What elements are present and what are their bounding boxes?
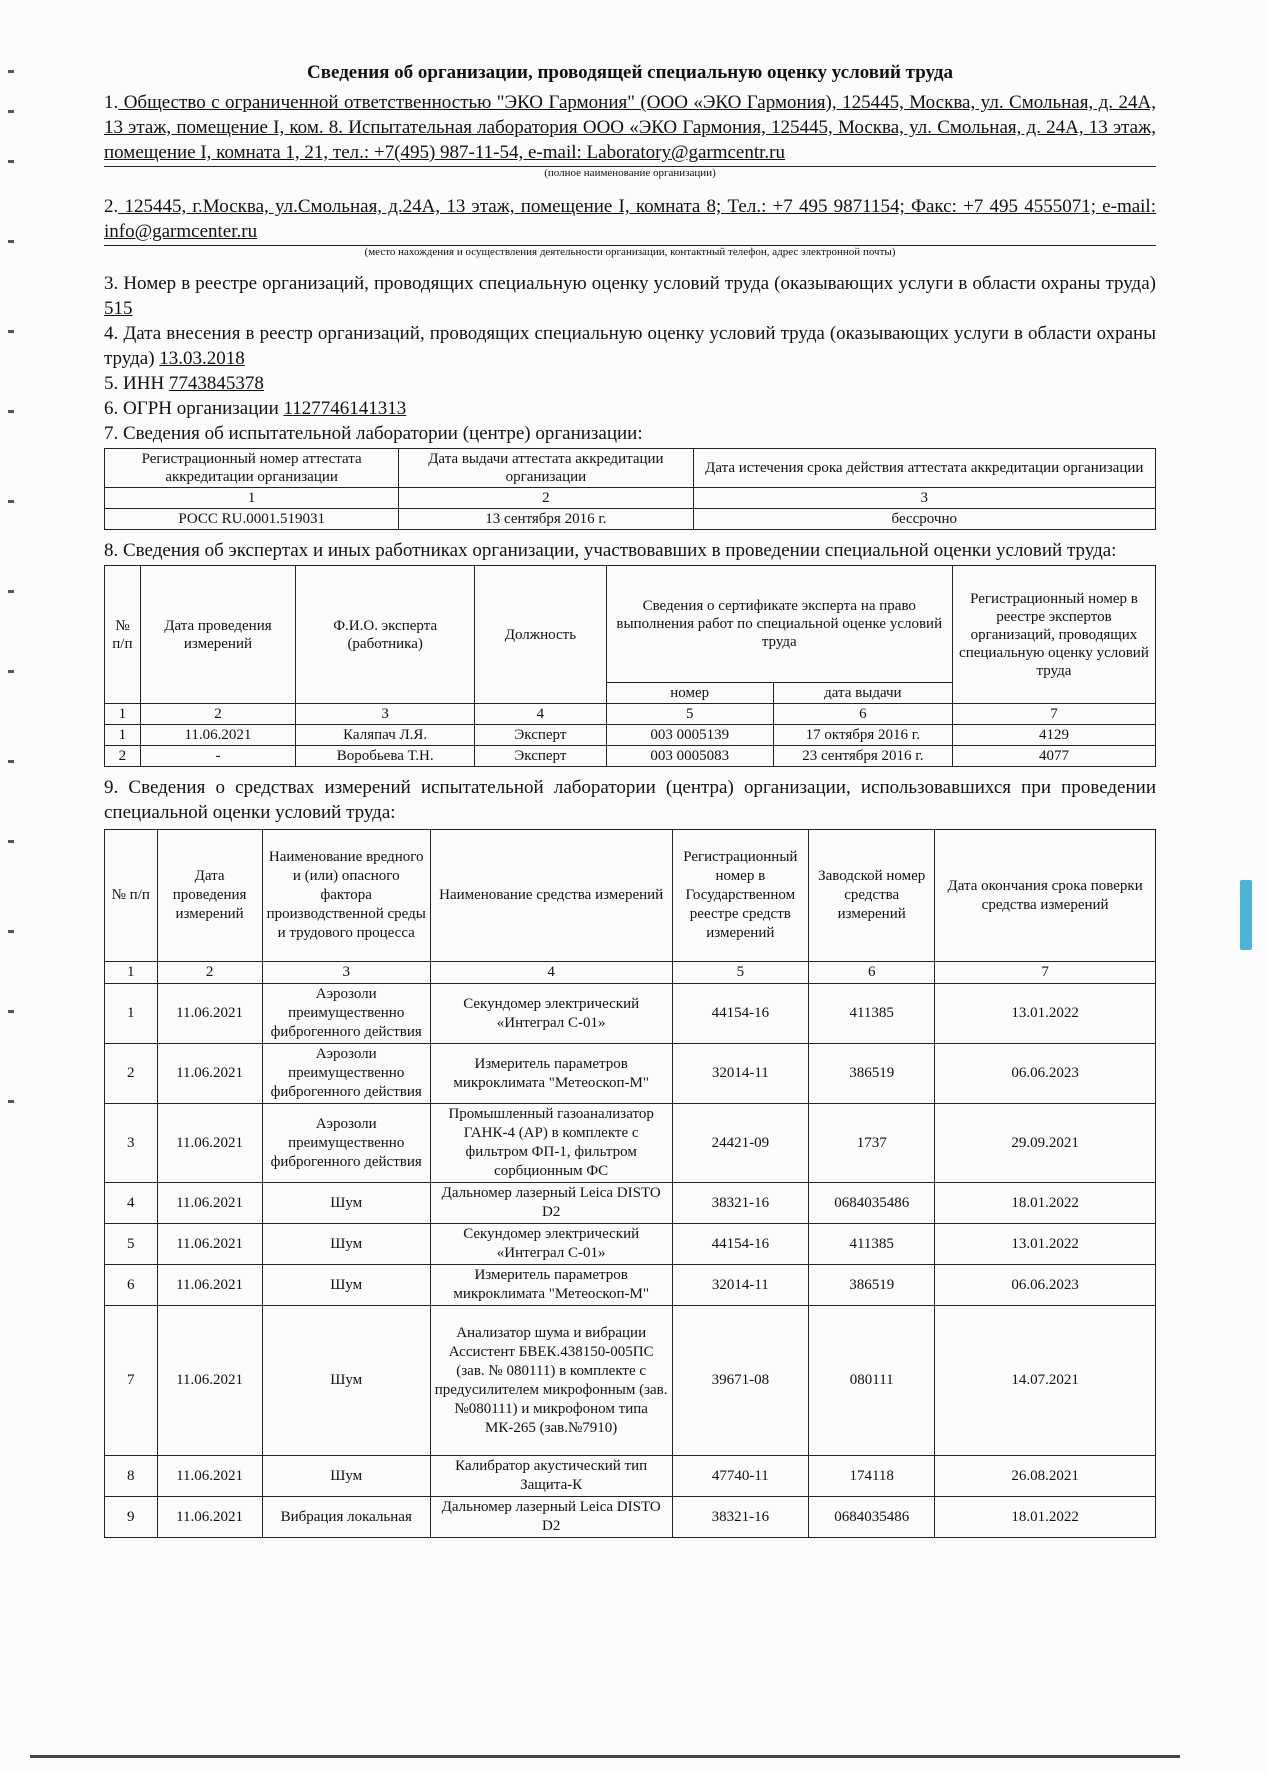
table-cell: 39671-08 bbox=[672, 1306, 809, 1456]
table-cell: 411385 bbox=[809, 1224, 935, 1265]
table-cell: 2 bbox=[157, 962, 262, 984]
item-2: 2. 125445, г.Москва, ул.Смольная, д.24А, 13 этаж, помещение I, комната 8; Тел.: +7 495 9871154; Факс: +7 495 4555071; e-mail: info@garmcenter.ru bbox=[104, 196, 1156, 242]
table-cell: 1 bbox=[105, 725, 141, 746]
item-1: 1. Общество с ограниченной ответственностью "ЭКО Гармония" (ООО «ЭКО Гармония), 125445, Москва, ул. Смольная, д. 24А, 13 этаж, помещение I, ком. 8. Испытательная лаборатория ООО «ЭКО Гармония, 125445, Москва, ул. Смольная, д. 24А, 13 этаж, помещение I, комната 1, 21, тел.: +7(495) 987-11-54, e-mail: Laboratory@garmcentr.ru bbox=[104, 92, 1156, 163]
table-cell: 4 bbox=[475, 704, 606, 725]
table-cell: 8 bbox=[105, 1456, 158, 1497]
table-header: дата выдачи bbox=[773, 683, 952, 704]
table-cell: 4 bbox=[430, 962, 672, 984]
table-cell: 2 bbox=[140, 704, 295, 725]
table-cell: - bbox=[140, 746, 295, 767]
table-cell: 13.01.2022 bbox=[935, 984, 1156, 1044]
table-cell: 6 bbox=[105, 1265, 158, 1306]
table-row bbox=[105, 1306, 1156, 1456]
table-cell: 24421-09 bbox=[672, 1104, 809, 1183]
table-cell: Дальномер лазерный Leica DISTO D2 bbox=[430, 1183, 672, 1224]
table-cell: 32014-11 bbox=[672, 1265, 809, 1306]
table-row bbox=[105, 1265, 1156, 1306]
table-cell: 23 сентября 2016 г. bbox=[773, 746, 952, 767]
table-cell: 4077 bbox=[952, 746, 1155, 767]
table-cell: Дальномер лазерный Leica DISTO D2 bbox=[430, 1497, 672, 1538]
table-header: № п/п bbox=[105, 830, 158, 962]
table-cell: 1737 bbox=[809, 1104, 935, 1183]
table-cell: 6 bbox=[773, 704, 952, 725]
inn-value: 7743845378 bbox=[168, 373, 264, 394]
table-cell: Шум bbox=[262, 1456, 430, 1497]
table-header: Наименование вредного и (или) опасного фактора производственной среды и трудового процесса bbox=[262, 830, 430, 962]
table-cell: Вибрация локальная bbox=[262, 1497, 430, 1538]
table-cell: Измеритель параметров микроклимата "Метеоскоп-М" bbox=[430, 1265, 672, 1306]
table-cell: 4129 bbox=[952, 725, 1155, 746]
table-cell: Шум bbox=[262, 1224, 430, 1265]
table-cell: 38321-16 bbox=[672, 1183, 809, 1224]
table-header: Регистрационный номер в реестре экспертов организаций, проводящих специальную оценку условий труда bbox=[952, 566, 1155, 704]
table-cell: 47740-11 bbox=[672, 1456, 809, 1497]
table-cell: Каляпач Л.Я. bbox=[296, 725, 475, 746]
table-cell: 1 bbox=[105, 962, 158, 984]
item-2-caption: (место нахождения и осуществления деятельности организации, контактный телефон, адрес электронной почты) bbox=[104, 245, 1156, 259]
scan-margin-marks bbox=[0, 0, 30, 1773]
table-cell: 003 0005139 bbox=[606, 725, 773, 746]
table-cell: Промышленный газоанализатор ГАНК-4 (АР) в комплекте с фильтром ФП-1, фильтром сорбционным ФС bbox=[430, 1104, 672, 1183]
document-title: Сведения об организации, проводящей специальную оценку условий труда bbox=[307, 62, 953, 83]
ogrn-value: 1127746141313 bbox=[283, 398, 407, 419]
table-header: Дата истечения срока действия аттестата аккредитации организации bbox=[693, 449, 1155, 488]
table-cell: 3 bbox=[296, 704, 475, 725]
table-cell: бессрочно bbox=[693, 509, 1155, 530]
table-cell: 11.06.2021 bbox=[140, 725, 295, 746]
table-cell: Измеритель параметров микроклимата "Метеоскоп-М" bbox=[430, 1044, 672, 1104]
table-cell: Анализатор шума и вибрации Ассистент БВЕК.438150-005ПС (зав. № 080111) в комплекте с предусилителем микрофонным (зав. №080111) и микрофоном типа МК-265 (зав.№7910) bbox=[430, 1306, 672, 1456]
table-header: номер bbox=[606, 683, 773, 704]
table-cell: 11.06.2021 bbox=[157, 1044, 262, 1104]
table-cell: 3 bbox=[262, 962, 430, 984]
table-cell: 11.06.2021 bbox=[157, 1306, 262, 1456]
table-cell: 2 bbox=[105, 746, 141, 767]
table-header: Дата выдачи аттестата аккредитации организации bbox=[399, 449, 693, 488]
table-header: Заводской номер средства измерений bbox=[809, 830, 935, 962]
table-header: Регистрационный номер в Государственном реестре средств измерений bbox=[672, 830, 809, 962]
table-row bbox=[105, 984, 1156, 1044]
table-cell: Аэрозоли преимущественно фиброгенного действия bbox=[262, 1104, 430, 1183]
instruments-table bbox=[104, 829, 1156, 1538]
table-cell: Шум bbox=[262, 1306, 430, 1456]
table-cell: 174118 bbox=[809, 1456, 935, 1497]
table-cell: 17 октября 2016 г. bbox=[773, 725, 952, 746]
organization-address: 125445, г.Москва, ул.Смольная, д.24А, 13 этаж, помещение I, комната 8; Тел.: +7 495 9871154; Факс: +7 495 4555071; e-mail: info@garmcenter.ru bbox=[104, 196, 1156, 242]
table-cell: Калибратор акустический тип Защита-К bbox=[430, 1456, 672, 1497]
table-cell: 411385 bbox=[809, 984, 935, 1044]
table-cell: 06.06.2023 bbox=[935, 1044, 1156, 1104]
table-cell: 7 bbox=[935, 962, 1156, 984]
table-cell: 32014-11 bbox=[672, 1044, 809, 1104]
table-cell: 0684035486 bbox=[809, 1497, 935, 1538]
table-cell: 13 сентября 2016 г. bbox=[399, 509, 693, 530]
organization-full-name: Общество с ограниченной ответственностью "ЭКО Гармония" (ООО «ЭКО Гармония), 125445, Москва, ул. Смольная, д. 24А, 13 этаж, помещение I, ком. 8. Испытательная лаборатория ООО «ЭКО Гармония, 125445, Москва, ул. Смольная, д. 24А, 13 этаж, помещение I, комната 1, 21, тел.: +7(495) 987-11-54, e-mail: Laboratory@garmcentr.ru bbox=[104, 92, 1156, 163]
table-header: Наименование средства измерений bbox=[430, 830, 672, 962]
table-cell: 2 bbox=[399, 488, 693, 509]
table-cell: 11.06.2021 bbox=[157, 984, 262, 1044]
table-cell: 11.06.2021 bbox=[157, 1497, 262, 1538]
table-row bbox=[105, 725, 1156, 746]
table-cell: 06.06.2023 bbox=[935, 1265, 1156, 1306]
table-cell: 44154-16 bbox=[672, 984, 809, 1044]
table-row bbox=[105, 1104, 1156, 1183]
table-header: Сведения о сертификате эксперта на право выполнения работ по специальной оценке условий труда bbox=[606, 566, 952, 683]
scan-bottom-edge bbox=[30, 1755, 1180, 1758]
table-cell: Эксперт bbox=[475, 746, 606, 767]
lab-accreditation-table bbox=[104, 448, 1156, 530]
table-header: Должность bbox=[475, 566, 606, 704]
document-page bbox=[104, 62, 1156, 1538]
table-header: Ф.И.О. эксперта (работника) bbox=[296, 566, 475, 704]
item-8-heading: 8. Сведения об экспертах и иных работниках организации, участвовавших в проведении специальной оценки условий труда: bbox=[104, 540, 1117, 561]
experts-table bbox=[104, 565, 1156, 767]
table-cell: 7 bbox=[105, 1306, 158, 1456]
table-cell: Аэрозоли преимущественно фиброгенного действия bbox=[262, 984, 430, 1044]
table-cell: Эксперт bbox=[475, 725, 606, 746]
item-5: 5. ИНН 7743845378 bbox=[104, 373, 264, 394]
table-row bbox=[105, 746, 1156, 767]
table-cell: 386519 bbox=[809, 1044, 935, 1104]
table-cell: Шум bbox=[262, 1183, 430, 1224]
table-cell: 29.09.2021 bbox=[935, 1104, 1156, 1183]
table-row bbox=[105, 1183, 1156, 1224]
table-cell: 11.06.2021 bbox=[157, 1456, 262, 1497]
table-cell: 38321-16 bbox=[672, 1497, 809, 1538]
table-cell: 5 bbox=[105, 1224, 158, 1265]
registry-date: 13.03.2018 bbox=[159, 348, 245, 369]
table-header: Дата проведения измерений bbox=[140, 566, 295, 704]
table-cell: 13.01.2022 bbox=[935, 1224, 1156, 1265]
table-row bbox=[105, 1224, 1156, 1265]
item-3: 3. Номер в реестре организаций, проводящих специальную оценку условий труда (оказывающих услуги в области охраны труда) 515 bbox=[104, 273, 1156, 319]
table-header: № п/п bbox=[105, 566, 141, 704]
table-cell: 3 bbox=[105, 1104, 158, 1183]
table-cell: 11.06.2021 bbox=[157, 1224, 262, 1265]
table-row bbox=[105, 1044, 1156, 1104]
table-cell: Секундомер электрический «Интеграл С-01» bbox=[430, 984, 672, 1044]
item-1-caption: (полное наименование организации) bbox=[104, 166, 1156, 180]
table-cell: 11.06.2021 bbox=[157, 1183, 262, 1224]
table-cell: 26.08.2021 bbox=[935, 1456, 1156, 1497]
table-cell: 11.06.2021 bbox=[157, 1104, 262, 1183]
registry-number: 515 bbox=[104, 298, 133, 319]
table-cell: 11.06.2021 bbox=[157, 1265, 262, 1306]
table-cell: 4 bbox=[105, 1183, 158, 1224]
table-cell: Секундомер электрический «Интеграл С-01» bbox=[430, 1224, 672, 1265]
table-cell: 080111 bbox=[809, 1306, 935, 1456]
table-row bbox=[105, 1456, 1156, 1497]
table-cell: 1 bbox=[105, 984, 158, 1044]
table-cell: 386519 bbox=[809, 1265, 935, 1306]
table-cell: 3 bbox=[693, 488, 1155, 509]
table-cell: 6 bbox=[809, 962, 935, 984]
item-9-heading: 9. Сведения о средствах измерений испытательной лаборатории (центра) организации, использовавшихся при проведении специальной оценки условий труда: bbox=[104, 777, 1156, 823]
table-cell: 18.01.2022 bbox=[935, 1183, 1156, 1224]
table-cell: 5 bbox=[606, 704, 773, 725]
table-cell: РОСС RU.0001.519031 bbox=[105, 509, 399, 530]
instruments-table-body bbox=[105, 984, 1156, 1538]
table-cell: 9 bbox=[105, 1497, 158, 1538]
item-7-heading: 7. Сведения об испытательной лаборатории (центре) организации: bbox=[104, 423, 643, 444]
table-cell: Шум bbox=[262, 1265, 430, 1306]
table-header: Дата проведения измерений bbox=[157, 830, 262, 962]
table-cell: 1 bbox=[105, 704, 141, 725]
table-header: Дата окончания срока поверки средства измерений bbox=[935, 830, 1156, 962]
table-cell: 0684035486 bbox=[809, 1183, 935, 1224]
table-cell: Аэрозоли преимущественно фиброгенного действия bbox=[262, 1044, 430, 1104]
table-cell: Воробьева Т.Н. bbox=[296, 746, 475, 767]
item-6: 6. ОГРН организации 1127746141313 bbox=[104, 398, 407, 419]
table-header: Регистрационный номер аттестата аккредитации организации bbox=[105, 449, 399, 488]
table-cell: 2 bbox=[105, 1044, 158, 1104]
table-cell: 1 bbox=[105, 488, 399, 509]
table-cell: 7 bbox=[952, 704, 1155, 725]
scan-side-tab bbox=[1240, 880, 1252, 950]
table-cell: 14.07.2021 bbox=[935, 1306, 1156, 1456]
table-cell: 44154-16 bbox=[672, 1224, 809, 1265]
table-cell: 003 0005083 bbox=[606, 746, 773, 767]
table-row bbox=[105, 1497, 1156, 1538]
table-cell: 5 bbox=[672, 962, 809, 984]
table-cell: 18.01.2022 bbox=[935, 1497, 1156, 1538]
item-4: 4. Дата внесения в реестр организаций, проводящих специальную оценку условий труда (оказывающих услуги в области охраны труда) 13.03.2018 bbox=[104, 323, 1156, 369]
